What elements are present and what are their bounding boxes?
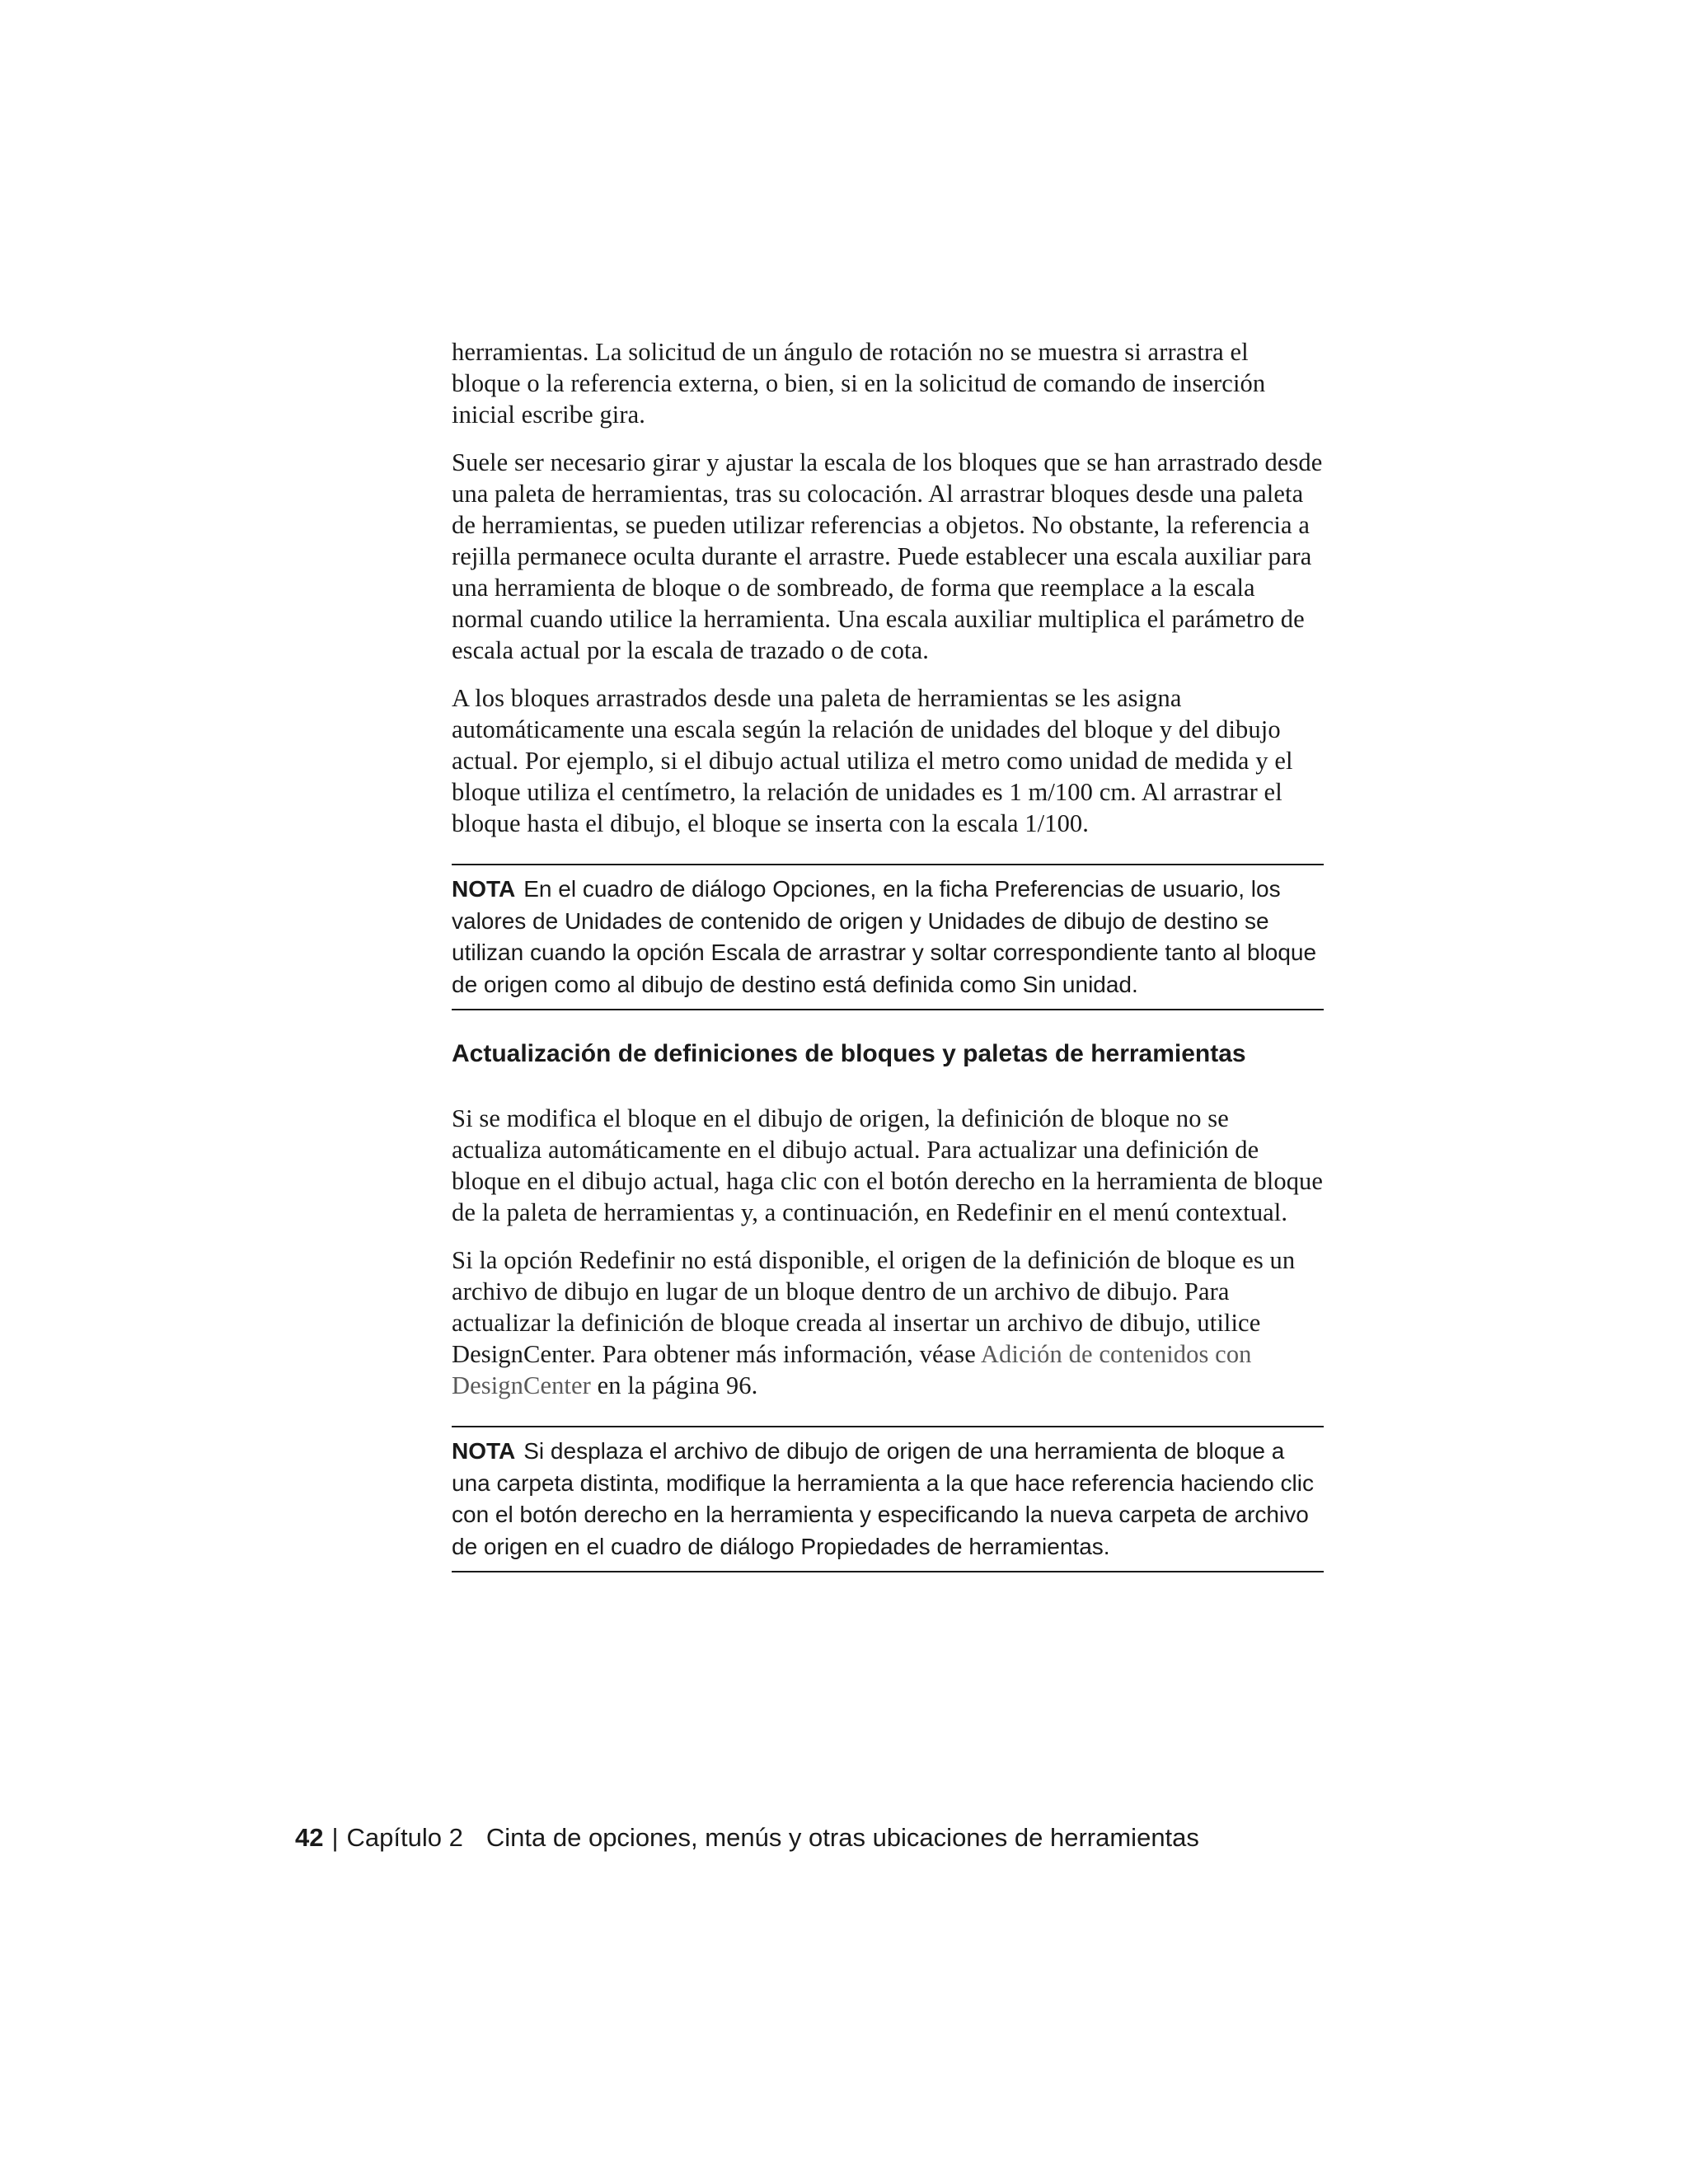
page-number: 42 — [295, 1823, 324, 1852]
note-box-2 — [452, 1426, 1324, 1572]
note-box-1 — [452, 864, 1324, 1010]
chapter-label: Capítulo 2 — [346, 1823, 463, 1852]
body-paragraph-5 — [452, 1244, 1324, 1401]
cross-reference-link[interactable]: Adición de contenidos con DesignCenter — [452, 1340, 1252, 1399]
footer-separator: | — [331, 1823, 339, 1852]
body-paragraph-3: A los bloques arrastrados desde una paleta de herramientas se les asigna automáticamente una escala según la relación de unidades del bloque y del dibujo actual. Por ejemplo, si el dibujo actual utiliza el metro como unidad de medida y el bloque utiliza el centímetro, la relación de unidades es 1 m/100 cm. Al arrastrar el bloque hasta el dibujo, el bloque se inserta con la escala 1/100. — [452, 684, 1293, 837]
page-content — [452, 336, 1324, 1597]
body-paragraph-1: herramientas. La solicitud de un ángulo de rotación no se muestra si arrastra el bloque o la referencia externa, o bien, si en la solicitud de comando de inserción inicial escribe gira. — [452, 338, 1266, 429]
note-text: En el cuadro de diálogo Opciones, en la ficha Preferencias de usuario, los valores de Unidades de contenido de origen y Unidades de dibujo de destino se utilizan cuando la opción Escala de arrastrar y soltar correspondiente tanto al bloque de origen como al dibujo de destino está definida como Sin unidad. — [452, 876, 1317, 997]
body-paragraph-2: Suele ser necesario girar y ajustar la escala de los bloques que se han arrastrado desde una paleta de herramientas, tras su colocación. Al arrastrar bloques desde una paleta de herramientas, se pueden utilizar referencias a objetos. No obstante, la referencia a rejilla permanece oculta durante el arrastre. Puede establecer una escala auxiliar para una herramienta de bloque o de sombreado, de forma que reemplace a la escala normal cuando utilice la herramienta. Una escala auxiliar multiplica el parámetro de escala actual por la escala de trazado o de cota. — [452, 448, 1323, 664]
paragraph-text: en la página 96. — [590, 1371, 758, 1399]
paragraph-text: Si la opción Redefinir no está disponible, el origen de la definición de bloque es un archivo de dibujo en lugar de un bloque dentro de un archivo de dibujo. Para actualizar la definición de bloque creada al insertar un archivo de dibujo, utilice DesignCenter. Para obtener más información, véase — [452, 1246, 1296, 1368]
note-label: NOTA — [452, 1438, 516, 1464]
section-heading: Actualización de definiciones de bloques y paletas de herramientas — [452, 1040, 1246, 1067]
chapter-title: Cinta de opciones, menús y otras ubicaciones de herramientas — [485, 1823, 1199, 1852]
page-footer — [295, 1821, 1199, 1854]
note-text: Si desplaza el archivo de dibujo de origen de una herramienta de bloque a una carpeta distinta, modifique la herramienta a la que hace referencia haciendo clic con el botón derecho en la herramienta y especificando la nueva carpeta de archivo de origen en el cuadro de diálogo Propiedades de herramientas. — [452, 1438, 1314, 1559]
note-label: NOTA — [452, 876, 516, 902]
body-paragraph-4: Si se modifica el bloque en el dibujo de origen, la definición de bloque no se actualiza automáticamente en el dibujo actual. Para actualizar una definición de bloque en el dibujo actual, haga clic con el botón derecho en la herramienta de bloque de la paleta de herramientas y, a continuación, en Redefinir en el menú contextual. — [452, 1104, 1324, 1226]
